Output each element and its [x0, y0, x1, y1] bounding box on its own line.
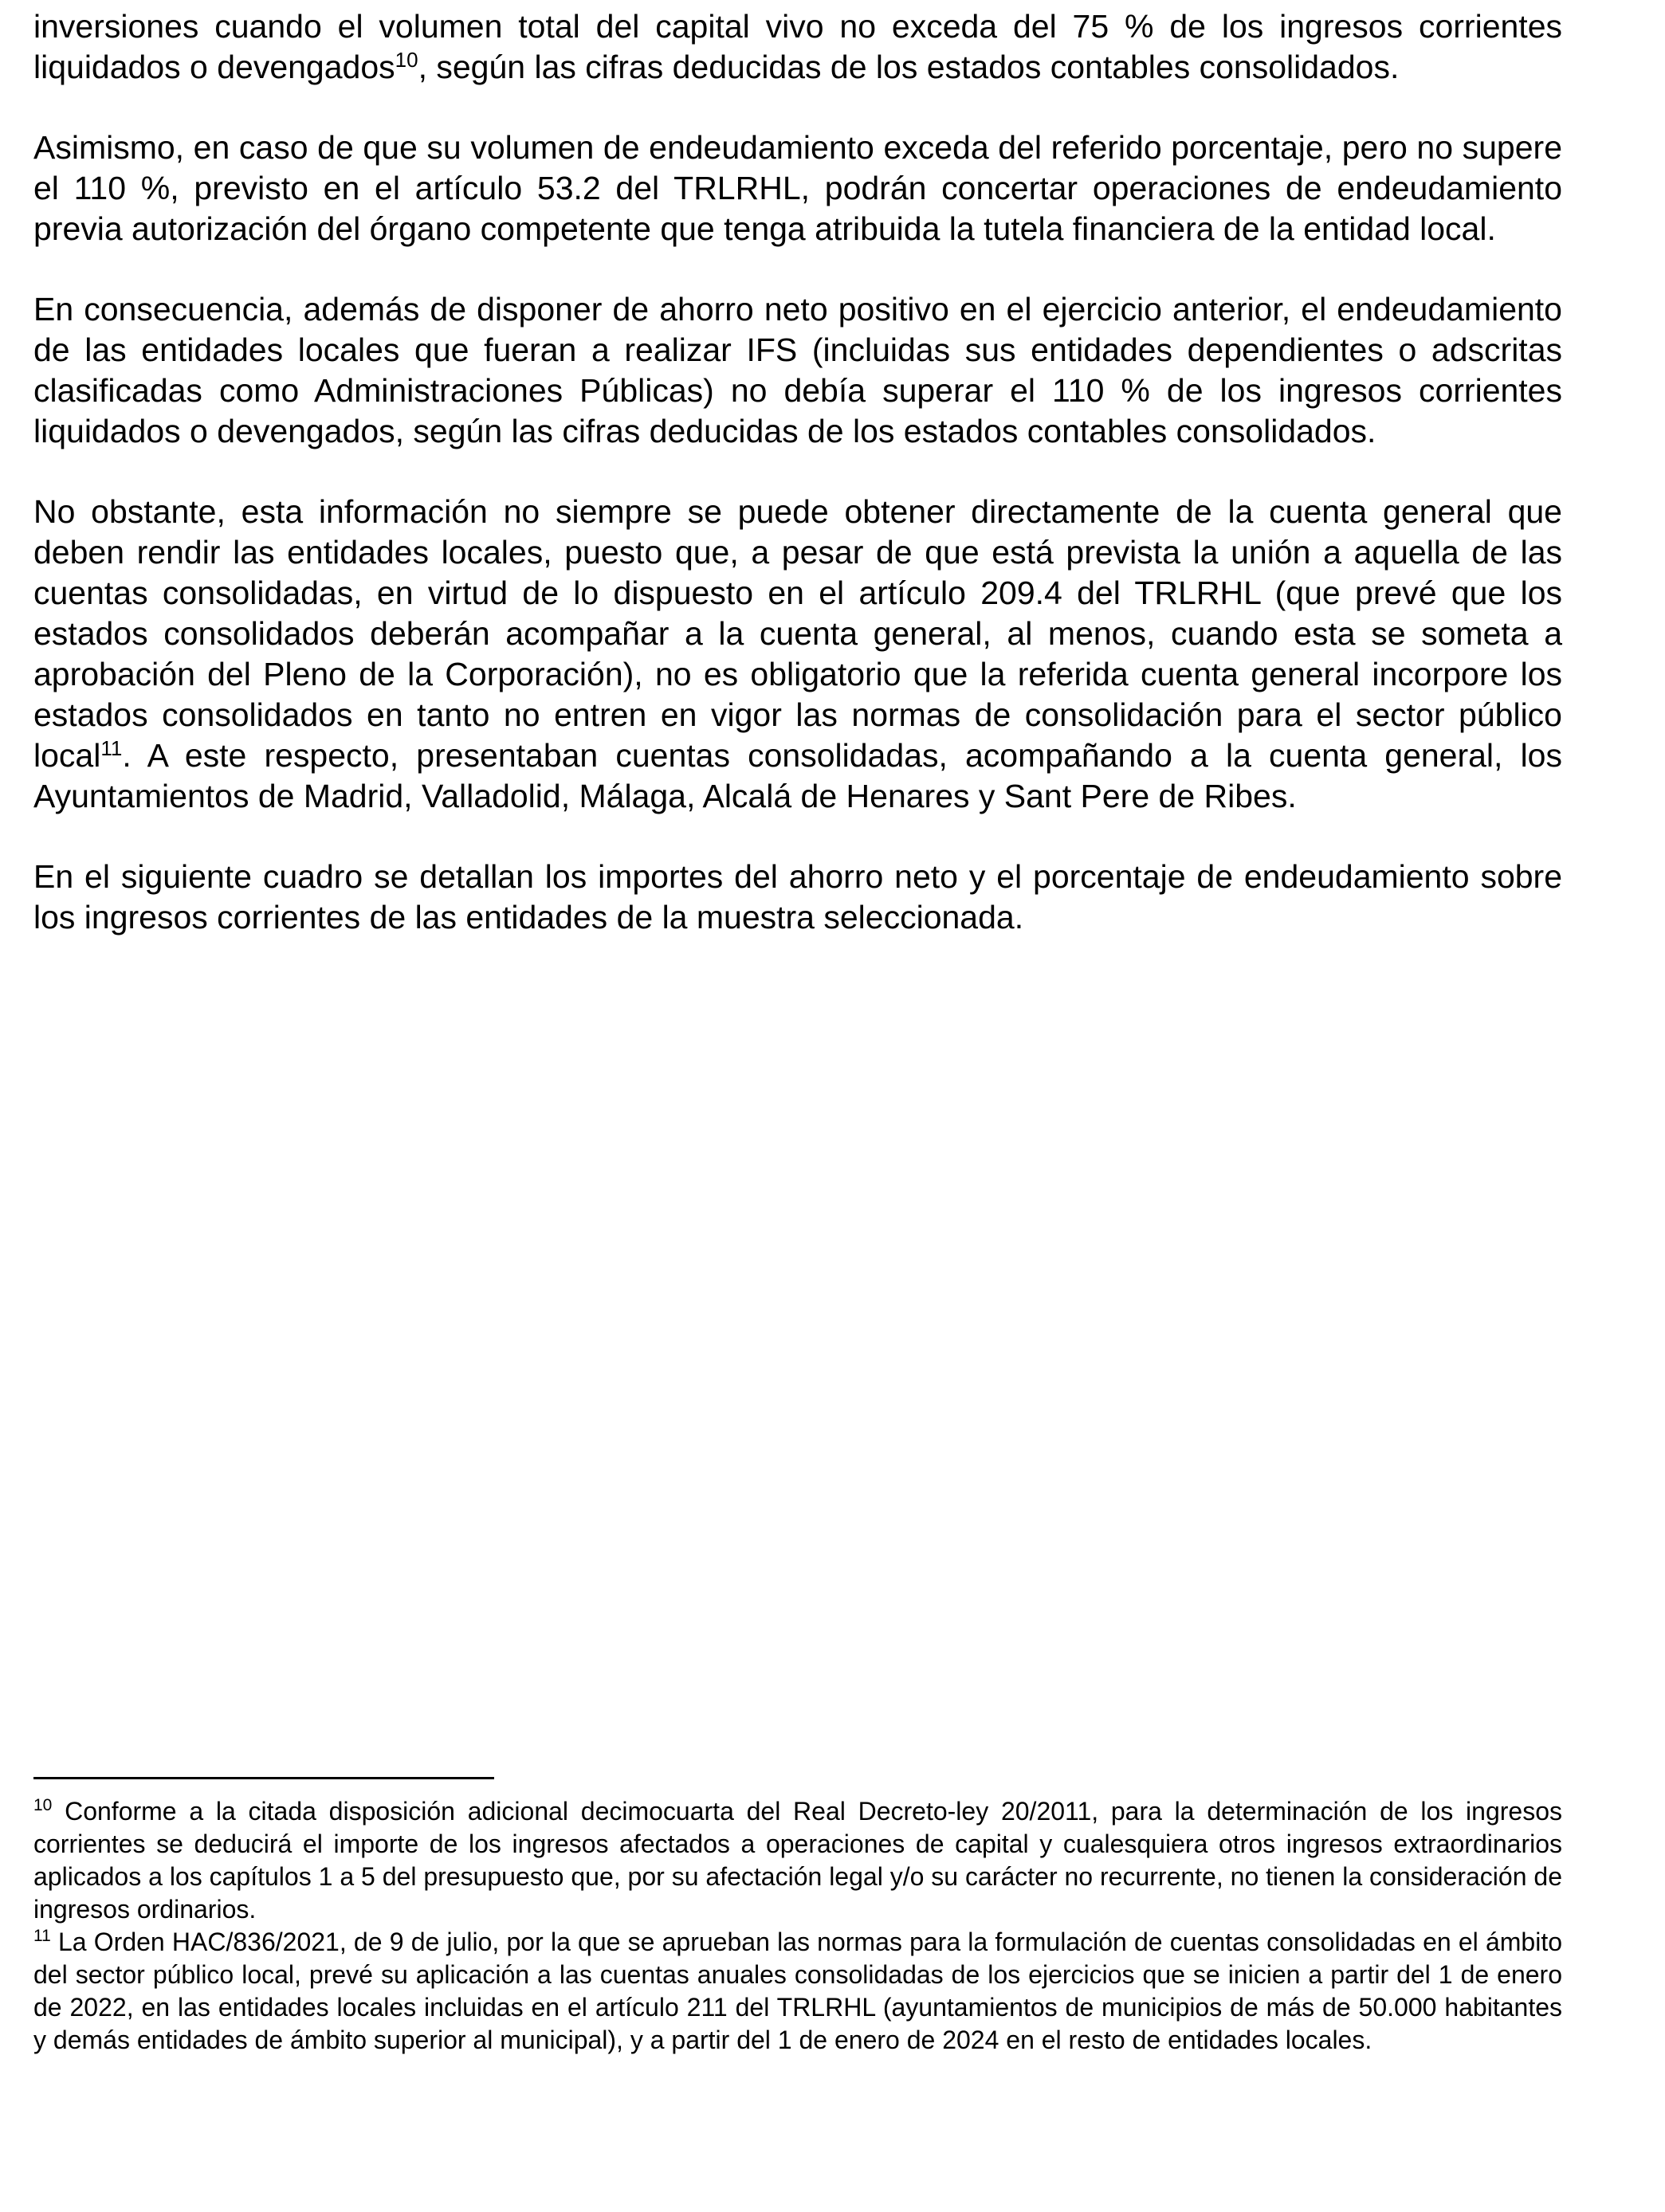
footnote-10: [33, 1795, 1562, 1926]
footnotes-section: [33, 1795, 1562, 2057]
footnote-ref-10[interactable]: 10: [395, 48, 418, 72]
paragraph-3: En consecuencia, además de disponer de ahorro neto positivo en el ejercicio anterior, el endeudamiento de las entidades locales que fueran a realizar IFS (incluidas sus entidades dependientes o adscritas clasificadas como Administraciones Públicas) no debía superar el 110 % de los ingresos corrientes liquidados o devengados, según las cifras deducidas de los estados contables consolidados.: [33, 291, 1562, 449]
paragraph-4-text-after: . A este respecto, presentaban cuentas consolidadas, acompañando a la cuenta general, los Ayuntamientos de Madrid, Valladolid, Málaga, Alcalá de Henares y Sant Pere de Ribes.: [33, 737, 1562, 814]
footnote-text: Conforme a la citada disposición adicional decimocuarta del Real Decreto-ley 20/2011, para la determinación de los ingresos corrientes se deducirá el importe de los ingresos afectados a operaciones de capital y cualesquiera otros ingresos extraordinarios aplicados a los capítulos 1 a 5 del presupuesto que, por su afectación legal y/o su carácter no recurrente, no tienen la consideración de ingresos ordinarios.: [33, 1797, 1562, 1924]
paragraph-5: En el siguiente cuadro se detallan los importes del ahorro neto y el porcentaje de endeudamiento sobre los ingresos corrientes de las entidades de la muestra seleccionada.: [33, 858, 1562, 935]
footnote-separator: [33, 1777, 494, 1779]
paragraph-1-text-before: inversiones cuando el volumen total del capital vivo no exceda del 75 % de los ingresos corrientes liquidados o devengados: [33, 8, 1562, 85]
paragraph-4-text-before: No obstante, esta información no siempre se puede obtener directamente de la cuenta general que deben rendir las entidades locales, puesto que, a pesar de que está prevista la unión a aquella de las cuentas consolidadas, en virtud de lo dispuesto en el artículo 209.4 del TRLRHL (que prevé que los estados consolidados deberán acompañar a la cuenta general, al menos, cuando esta se someta a aprobación del Pleno de la Corporación), no es obligatorio que la referida cuenta general incorpore los estados consolidados en tanto no entren en vigor las normas de consolidación para el sector público local: [33, 493, 1562, 774]
paragraph-1: [33, 6, 1562, 88]
footnote-ref-11[interactable]: 11: [100, 736, 123, 760]
paragraph-2: Asimismo, en caso de que su volumen de endeudamiento exceda del referido porcentaje, pero no supere el 110 %, previsto en el artículo 53.2 del TRLRHL, podrán concertar operaciones de endeudamiento previa autorización del órgano competente que tenga atribuida la tutela financiera de la entidad local.: [33, 129, 1562, 247]
paragraph-4: [33, 492, 1562, 817]
footnote-number: 10: [33, 1796, 53, 1814]
paragraph-1-text-after: , según las cifras deducidas de los estados contables consolidados.: [418, 49, 1400, 85]
footnote-11: [33, 1926, 1562, 2057]
footnote-text: La Orden HAC/836/2021, de 9 de julio, por la que se aprueban las normas para la formulación de cuentas consolidadas en el ámbito del sector público local, prevé su aplicación a las cuentas anuales consolidadas de los ejercicios que se inicien a partir del 1 de enero de 2022, en las entidades locales incluidas en el artículo 211 del TRLRHL (ayuntamientos de municipios de más de 50.000 habitantes y demás entidades de ámbito superior al municipal), y a partir del 1 de enero de 2024 en el resto de entidades locales.: [33, 1928, 1562, 2054]
footnote-number: 11: [33, 1927, 51, 1945]
main-body: [33, 6, 1562, 978]
